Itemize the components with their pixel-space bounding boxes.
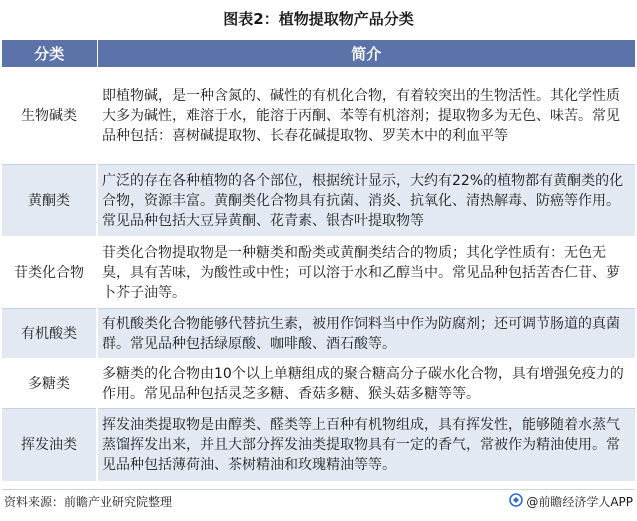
qianzhan-logo-icon [509,493,523,510]
row-category: 多糖类 [2,359,97,409]
classification-table [2,40,635,481]
table-row [2,237,635,309]
row-description: 广泛的存在各种植物的各个部位，根据统计显示，大约有22%的植物都有黄酮类的化合物，资源丰富。黄酮类化合物具有抗菌、消炎、抗氧化、清热解毒、防癌等作用。常见品种包括大豆异黄酮、花青素、银杏叶提取物等 [97,165,635,237]
row-description: 挥发油类提取物是由醇类、醛类等上百种有机物组成，具有挥发性，能够随着水蒸气蒸馏挥发出来，并且大部分挥发油类提取物具有一定的香气，常被作为精油使用。常见品种包括薄荷油、茶树精油和玫瑰精油等等。 [97,409,635,481]
figure-title: 图表2：植物提取物产品分类 [223,10,414,28]
table-row [2,409,635,481]
table-row [2,309,635,359]
row-description: 多糖类的化合物由10个以上单糖组成的聚合糖高分子碳水化合物，具有增强免疫力的作用。常见品种包括灵芝多糖、香菇多糖、猴头菇多糖等等。 [97,359,635,409]
footer-divider [2,489,635,490]
table-row [2,68,635,165]
table-header-row [2,40,635,68]
row-category: 生物碱类 [2,68,97,165]
row-description: 即植物碱，是一种含氮的、碱性的有机化合物，有着较突出的生物活性。其化学性质大多为碱性，难溶于水，能溶于丙酮、苯等有机溶剂；提取物多为无色、味苦。常见品种包括：喜树碱提取物、长春花碱提取物、罗芙木中的利血平等 [97,68,635,165]
row-category: 黄酮类 [2,165,97,237]
source-note: 资料来源：前瞻产业研究院整理 [4,495,173,509]
row-description: 苷类化合物提取物是一种糖类和酚类或黄酮类结合的物质；其化学性质有：无色无臭，具有苦味，为酸性或中性；可以溶于水和乙醇当中。常见品种包括苦杏仁苷、萝卜芥子油等。 [97,237,635,309]
header-description: 简介 [97,40,635,68]
footer [4,493,633,515]
row-category: 挥发油类 [2,409,97,481]
table-row [2,165,635,237]
table-row [2,359,635,409]
brand-credit [509,493,633,510]
row-category: 有机酸类 [2,309,97,359]
brand-label: @前瞻经济学人APP [526,495,633,509]
header-category: 分类 [2,40,97,68]
row-category: 苷类化合物 [2,237,97,309]
row-description: 有机酸类化合物能够代替抗生素，被用作饲料当中作为防腐剂；还可调节肠道的真菌群。常见品种包括绿原酸、咖啡酸、酒石酸等。 [97,309,635,359]
